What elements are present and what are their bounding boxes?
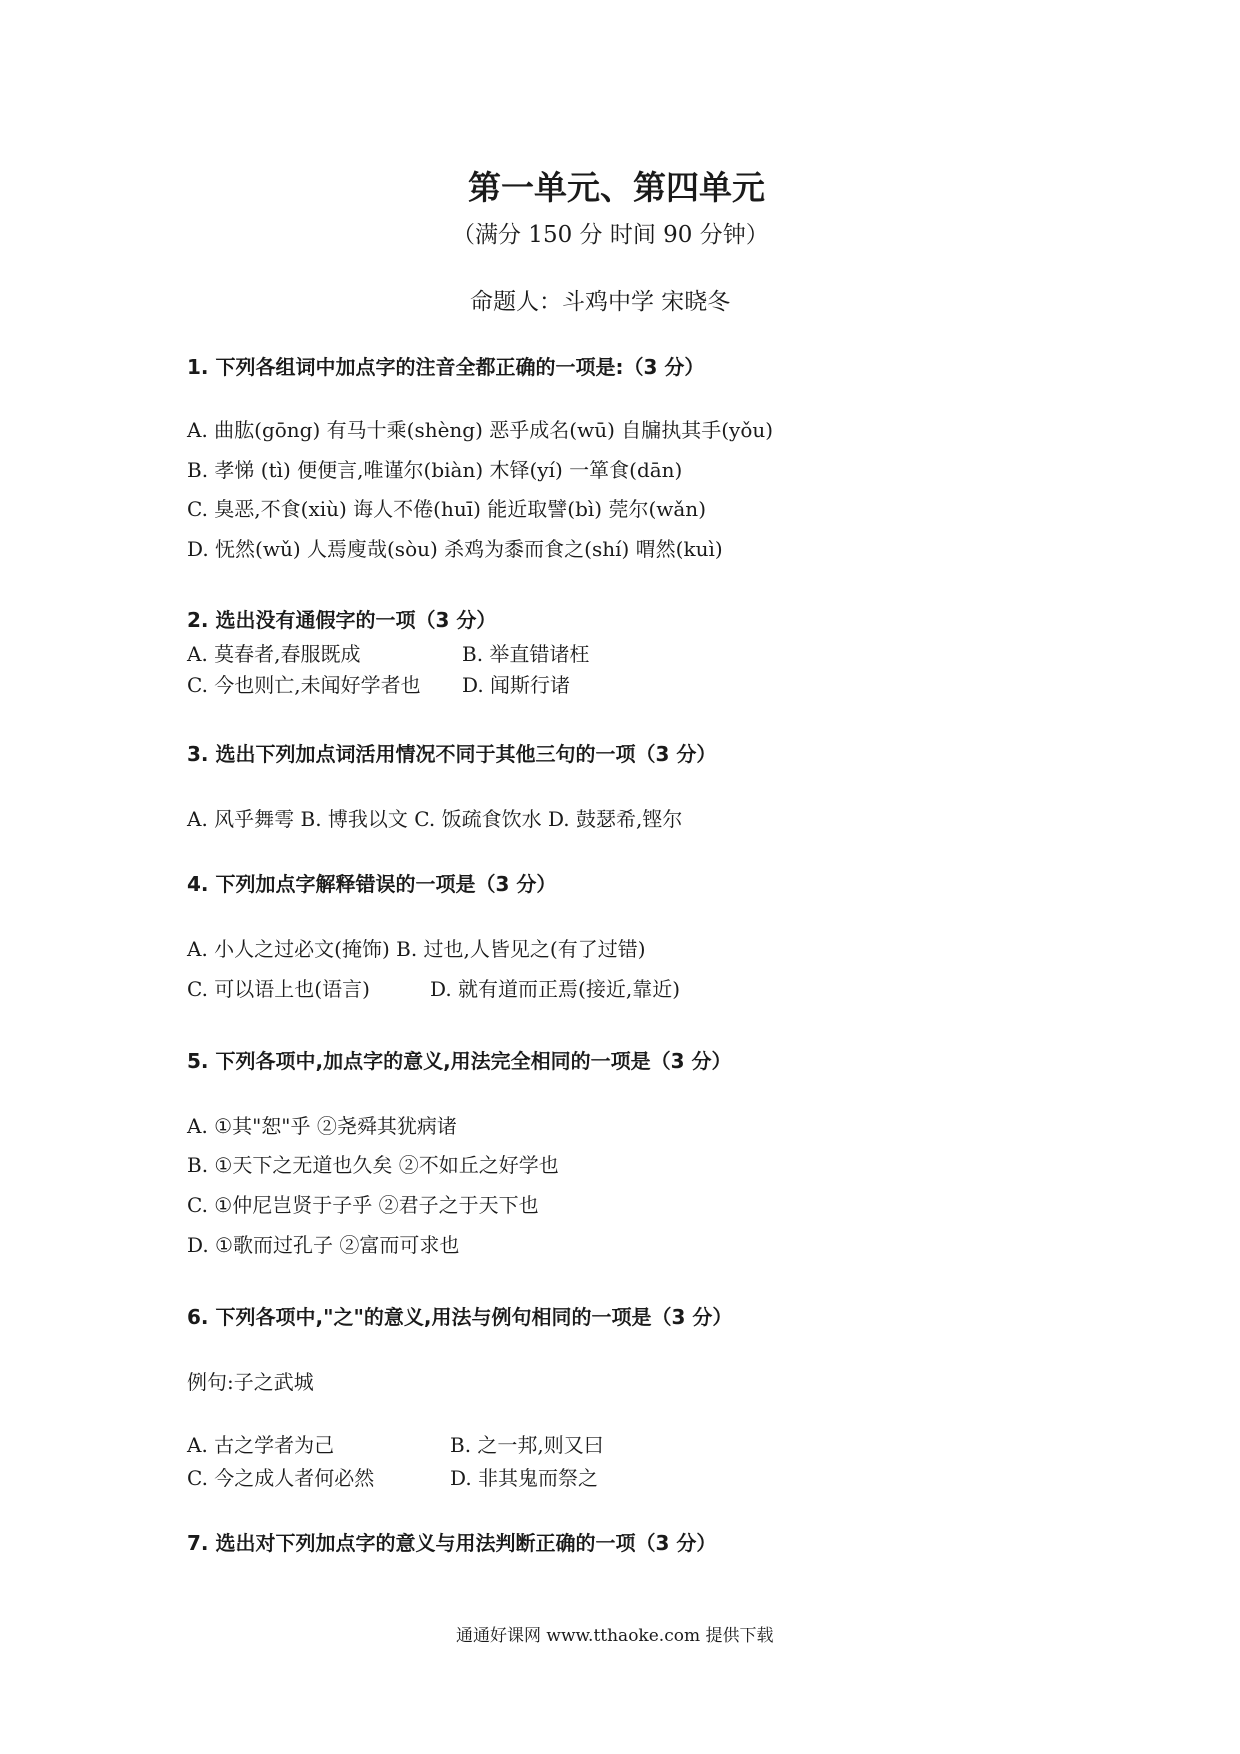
question-4-option-c: C. 可以语上也(语言) [187,977,370,1001]
question-5-option-d: D. ①歌而过孔子 ②富而可求也 [187,1233,460,1257]
question-4-option-d: D. 就有道而正焉(接近,靠近) [430,977,680,1001]
question-2-option-b: B. 举直错诸枉 [462,642,590,666]
question-1-option-d: D. 怃然(wǔ) 人焉廋哉(sòu) 杀鸡为黍而食之(shí) 喟然(kuì) [187,537,723,561]
question-2-option-c: C. 今也则亡,未闻好学者也 [187,673,421,697]
question-6-example: 例句:子之武城 [187,1370,314,1394]
question-3-options: A. 风乎舞雩 B. 博我以文 C. 饭疏食饮水 D. 鼓瑟希,铿尔 [187,807,683,831]
question-1-option-c: C. 臭恶,不食(xiù) 诲人不倦(huī) 能近取譬(bì) 莞尔(wǎn) [187,497,706,521]
question-5-option-a: A. ①其"恕"乎 ②尧舜其犹病诸 [187,1114,457,1138]
page-subtitle: （满分 150 分 时间 90 分钟） [452,222,769,248]
page-title: 第一单元、第四单元 [468,168,765,207]
author-line: 命题人：斗鸡中学 宋晓冬 [470,289,731,315]
question-6-option-b: B. 之一邦,则又曰 [450,1433,604,1457]
question-6-option-a: A. 古之学者为己 [187,1433,335,1457]
question-5-option-c: C. ①仲尼岂贤于子乎 ②君子之于天下也 [187,1193,539,1217]
question-3-heading: 3. 选出下列加点词活用情况不同于其他三句的一项（3 分） [187,742,717,766]
question-1-option-b: B. 孝悌 (tì) 便便言,唯谨尔(biàn) 木铎(yí) 一箪食(dān) [187,458,683,482]
question-6-option-c: C. 今之成人者何必然 [187,1466,375,1490]
question-7-heading: 7. 选出对下列加点字的意义与用法判断正确的一项（3 分） [187,1531,717,1555]
question-4-heading: 4. 下列加点字解释错误的一项是（3 分） [187,872,557,896]
question-5-heading: 5. 下列各项中,加点字的意义,用法完全相同的一项是（3 分） [187,1049,732,1073]
question-4-option-ab: A. 小人之过必文(掩饰) B. 过也,人皆见之(有了过错) [187,937,646,961]
page-footer: 通通好课网 www.tthaoke.com 提供下载 [456,1626,774,1646]
question-5-option-b: B. ①天下之无道也久矣 ②不如丘之好学也 [187,1153,559,1177]
question-1-option-a: A. 曲肱(gōng) 有马十乘(shèng) 恶乎成名(wū) 自牖执其手(yǒu) [187,418,774,442]
question-6-heading: 6. 下列各项中,"之"的意义,用法与例句相同的一项是（3 分） [187,1305,733,1329]
question-1-heading: 1. 下列各组词中加点字的注音全都正确的一项是:（3 分） [187,355,705,379]
question-2-option-d: D. 闻斯行诸 [462,673,571,697]
question-2-option-a: A. 莫春者,春服既成 [187,642,361,666]
question-2-heading: 2. 选出没有通假字的一项（3 分） [187,608,497,632]
question-6-option-d: D. 非其鬼而祭之 [450,1466,599,1490]
